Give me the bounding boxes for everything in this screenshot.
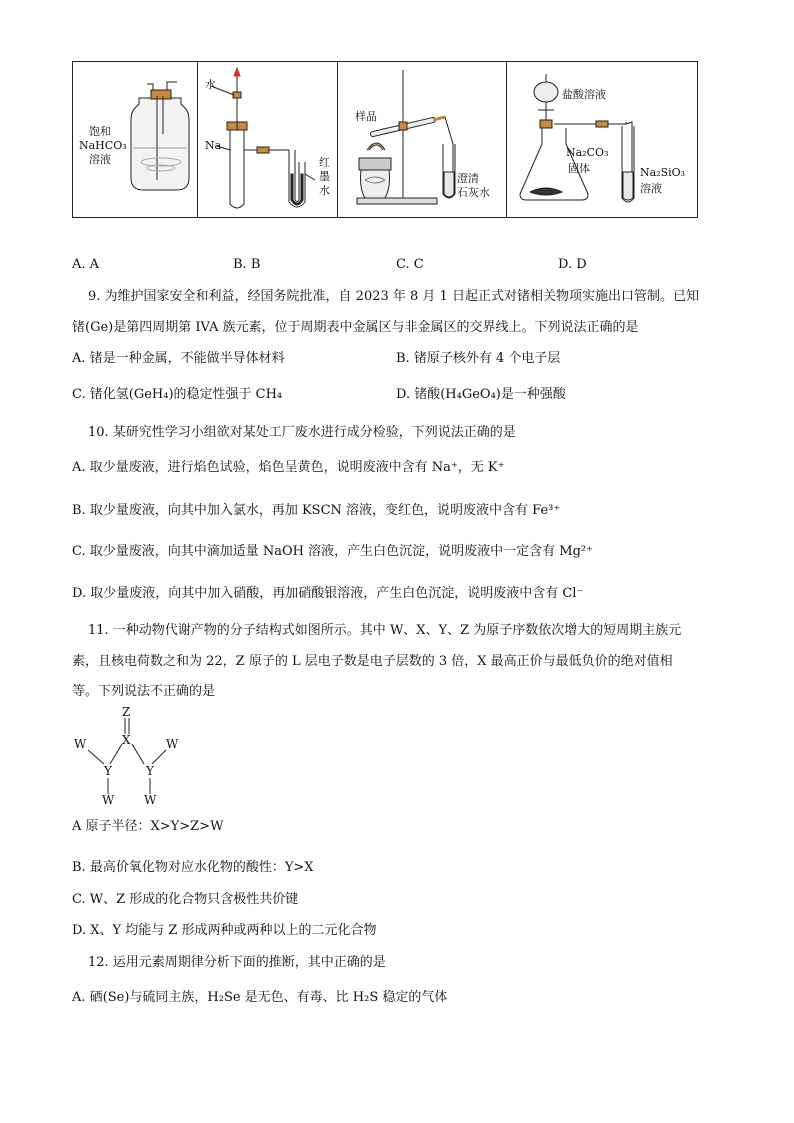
q10-option-b: B. 取少量废液，向其中加入氯水，再加 KSCN 溶液，变红色，说明废液中含有 Fe³⁺: [72, 503, 561, 518]
apparatus-figure-table: [72, 61, 698, 218]
q11-option-c: C. W、Z 形成的化合物只含极性共价键: [72, 892, 299, 907]
figure-cell-d: [506, 62, 697, 217]
atom-y-left: Y: [104, 764, 112, 778]
q11-stem-line3: 等。下列说法不正确的是: [72, 684, 216, 699]
figure-cell-c: [337, 62, 507, 217]
q12-stem: 12. 运用元素周期律分析下面的推断，其中正确的是: [88, 955, 386, 970]
atom-w-right: W: [166, 737, 179, 751]
label-nahco3: NaHCO₃: [79, 139, 127, 152]
atom-x: X: [122, 733, 131, 747]
label-hcl: 盐酸溶液: [562, 88, 606, 101]
q9-option-b: B. 锗原子核外有 4 个电子层: [396, 351, 561, 366]
figure-cell-b: [197, 62, 338, 217]
atom-w-left: W: [74, 737, 87, 751]
q11-option-b: B. 最高价氧化物对应水化物的酸性：Y>X: [72, 860, 314, 875]
label-na2sio3: Na₂SiO₃: [640, 166, 686, 179]
q8-option-c: C. C: [396, 257, 424, 272]
q8-option-d: D. D: [558, 257, 587, 272]
q8-option-b: B. B: [233, 257, 261, 272]
label-solution: 溶液: [89, 153, 111, 166]
label-ink-1: 红: [319, 156, 330, 169]
figure-cell-a: [73, 62, 198, 217]
q10-stem: 10. 某研究性学习小组欲对某处工厂废水进行成分检验，下列说法正确的是: [88, 425, 516, 440]
label-water: 水: [205, 78, 216, 91]
label-na2sio3-solution: 溶液: [640, 182, 662, 195]
q9-option-a: A. 锗是一种金属，不能做半导体材料: [72, 351, 285, 366]
q12-option-a: A. 硒(Se)与硫同主族，H₂Se 是无色、有毒、比 H₂S 稳定的气体: [72, 990, 448, 1005]
label-ink-3: 水: [319, 184, 330, 197]
q11-stem-line1: 11. 一种动物代谢产物的分子结构式如图所示。其中 W、X、Y、Z 为原子序数依次增大的短周期主族元: [88, 623, 682, 638]
q11-option-d: D. X、Y 均能与 Z 形成两种或两种以上的二元化合物: [72, 923, 377, 938]
q8-option-a: A. A: [72, 257, 100, 272]
q10-option-c: C. 取少量废液，向其中滴加适量 NaOH 溶液，产生白色沉淀，说明废液中一定含有 Mg²⁺: [72, 544, 593, 559]
atom-z: Z: [122, 705, 131, 719]
atom-w-bottom-left: W: [102, 793, 115, 807]
label-sample: 样品: [355, 110, 377, 123]
q10-option-a: A. 取少量废液，进行焰色试验，焰色呈黄色，说明废液中含有 Na⁺，无 K⁺: [72, 460, 505, 475]
label-limewater-2: 石灰水: [457, 186, 490, 199]
label-na2co3: Na₂CO₃: [566, 146, 609, 159]
q11-option-a: A 原子半径：X>Y>Z>W: [72, 819, 224, 834]
q11-stem-line2: 素，且核电荷数之和为 22，Z 原子的 L 层电子数是电子层数的 3 倍，X 最高正价与最低负价的绝对值相: [72, 654, 673, 669]
q9-option-d: D. 锗酸(H₄GeO₄)是一种强酸: [396, 387, 566, 402]
atom-w-bottom-right: W: [144, 793, 157, 807]
label-na: Na: [205, 139, 222, 152]
label-solid: 固体: [568, 162, 590, 175]
atom-y-right: Y: [146, 764, 154, 778]
q9-stem-line1: 9. 为维护国家安全和利益，经国务院批准，自 2023 年 8 月 1 日起正式对锗相关物项实施出口管制。已知: [88, 289, 699, 304]
label-saturated: 饱和: [89, 125, 111, 138]
q9-option-c: C. 锗化氢(GeH₄)的稳定性强于 CH₄: [72, 387, 283, 402]
q9-stem-line2: 锗(Ge)是第四周期第 IVA 族元素，位于周期表中金属区与非金属区的交界线上。下列说法正确的是: [72, 320, 639, 335]
label-ink-2: 墨: [319, 170, 330, 183]
structure-bonds: [66, 706, 196, 810]
label-limewater-1: 澄清: [457, 172, 479, 185]
q10-option-d: D. 取少量废液，向其中加入硝酸，再加硝酸银溶液，产生白色沉淀，说明废液中含有 Cl⁻: [72, 586, 584, 601]
acid-carbonate-silicate-drawing: [506, 62, 697, 217]
q11-structure-diagram: [66, 706, 196, 810]
